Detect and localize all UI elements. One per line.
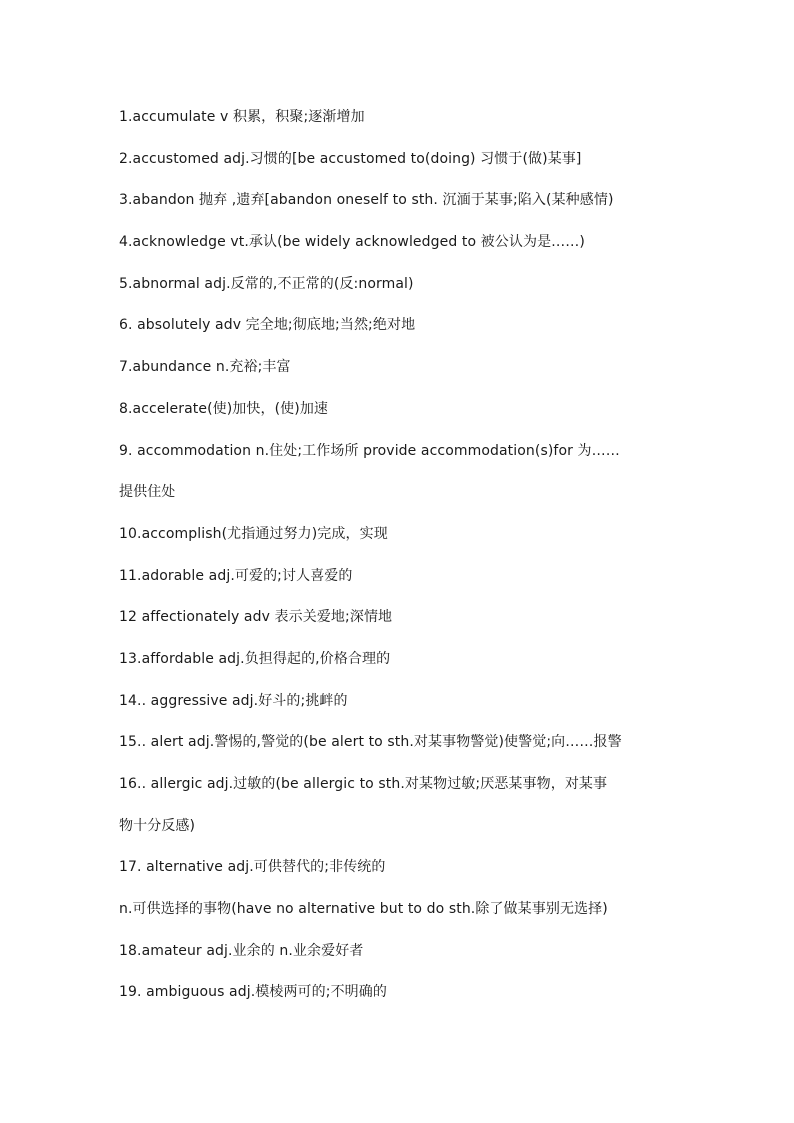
vocabulary-line: 18.amateur adj.业余的 n.业余爱好者 bbox=[119, 942, 364, 959]
vocabulary-line: 15.. alert adj.警惕的,警觉的(be alert to sth.对某事物警觉)使警觉;向……报警 bbox=[119, 734, 622, 751]
vocabulary-line: 1.accumulate v 积累，积聚;逐渐增加 bbox=[119, 109, 365, 125]
vocabulary-line: 提供住处 bbox=[119, 484, 176, 501]
vocabulary-line: n.可供选择的事物(have no alternative but to do sth.除了做某事别无选择) bbox=[119, 901, 608, 918]
vocabulary-line: 14.. aggressive adj.好斗的;挑衅的 bbox=[119, 692, 348, 709]
vocabulary-line: 3.abandon 抛弃 ,遗弃[abandon oneself to sth. 沉湎于某事;陷入(某种感情) bbox=[119, 192, 614, 209]
vocabulary-line: 5.abnormal adj.反常的,不正常的(反:normal) bbox=[119, 275, 414, 292]
vocabulary-line: 9. accommodation n.住处;工作场所 provide accommodation(s)for 为…… bbox=[119, 442, 620, 459]
vocabulary-line: 6. absolutely adv 完全地;彻底地;当然;绝对地 bbox=[119, 317, 416, 334]
vocabulary-line: 19. ambiguous adj.模棱两可的;不明确的 bbox=[119, 984, 387, 1001]
vocabulary-line: 12 affectionately adv 表示关爱地;深情地 bbox=[119, 609, 393, 626]
vocabulary-line: 8.accelerate(使)加快，(使)加速 bbox=[119, 400, 329, 417]
vocabulary-line: 16.. allergic adj.过敏的(be allergic to sth.对某物过敏;厌恶某事物，对某事 bbox=[119, 776, 608, 792]
vocabulary-line: 7.abundance n.充裕;丰富 bbox=[119, 359, 291, 376]
vocabulary-list bbox=[119, 107, 679, 1024]
vocabulary-line: 4.acknowledge vt.承认(be widely acknowledged to 被公认为是……) bbox=[119, 234, 585, 251]
vocabulary-line: 13.affordable adj.负担得起的,价格合理的 bbox=[119, 650, 391, 667]
vocabulary-line: 10.accomplish(尤指通过努力)完成，实现 bbox=[119, 525, 388, 542]
vocabulary-line: 11.adorable adj.可爱的;讨人喜爱的 bbox=[119, 567, 353, 584]
vocabulary-line: 17. alternative adj.可供替代的;非传统的 bbox=[119, 859, 386, 876]
vocabulary-line: 物十分反感) bbox=[119, 817, 196, 834]
vocabulary-line: 2.accustomed adj.习惯的[be accustomed to(doing) 习惯于(做)某事] bbox=[119, 150, 582, 167]
